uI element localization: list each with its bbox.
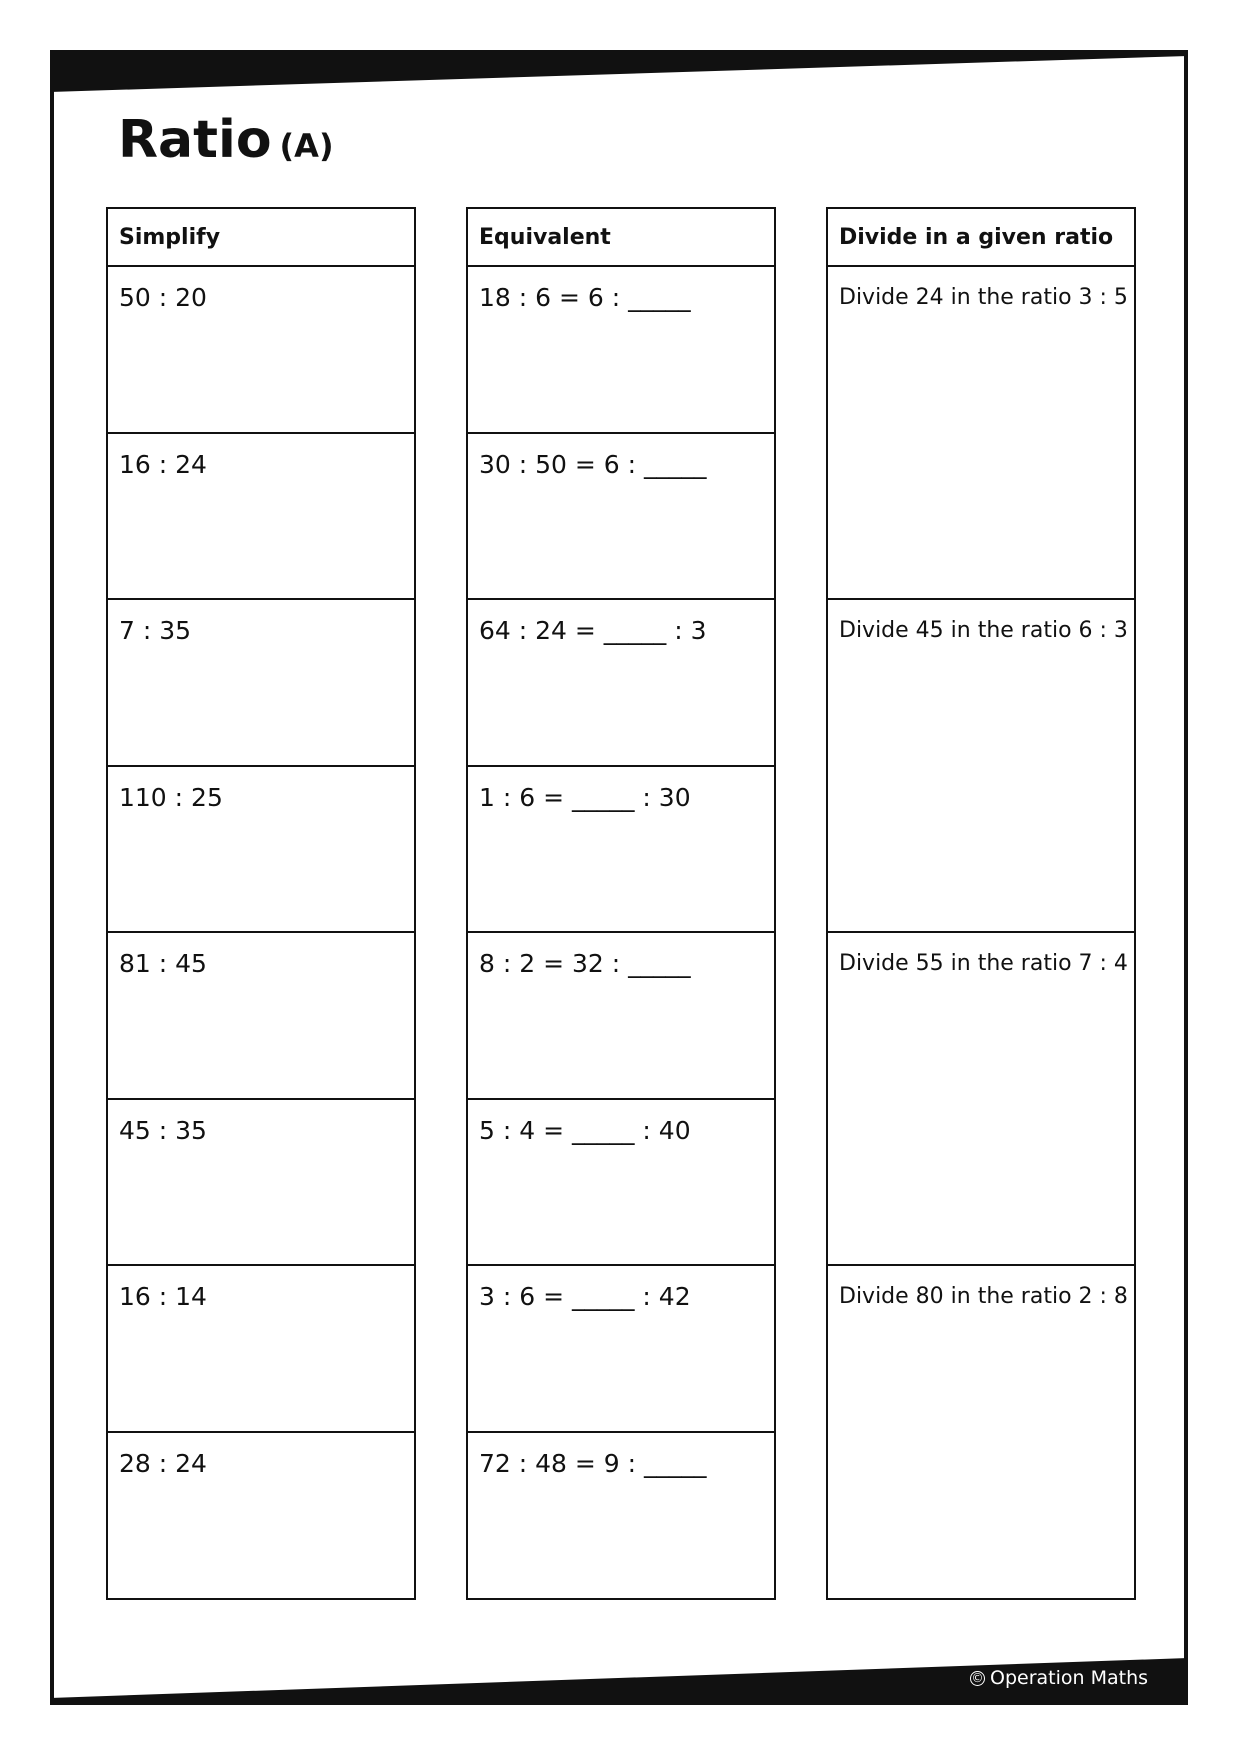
problem-cell[interactable]: 110 : 25 [108, 767, 414, 934]
problem-cell[interactable]: Divide 45 in the ratio 6 : 3 [828, 600, 1134, 933]
problem-cell[interactable]: 18 : 6 = 6 : _____ [468, 267, 774, 434]
problem-cell[interactable]: 81 : 45 [108, 933, 414, 1100]
problem-cell[interactable]: 7 : 35 [108, 600, 414, 767]
equivalent-column [466, 207, 776, 1600]
problem-cell[interactable]: 28 : 24 [119, 1448, 207, 1478]
top-banner-stripe [50, 50, 1188, 95]
problem-cell[interactable]: 16 : 14 [108, 1266, 414, 1433]
problem-cell[interactable]: 1 : 6 = _____ : 30 [468, 767, 774, 934]
problem-cell[interactable]: Divide 24 in the ratio 3 : 5 [828, 267, 1134, 600]
problem-cell[interactable]: 8 : 2 = 32 : _____ [468, 933, 774, 1100]
copyright-footer [970, 1667, 1148, 1689]
problem-cell[interactable]: 45 : 35 [108, 1100, 414, 1267]
problem-cell[interactable]: 3 : 6 = _____ : 42 [468, 1266, 774, 1433]
simplify-column [106, 207, 416, 1600]
problem-cell[interactable]: 64 : 24 = _____ : 3 [468, 600, 774, 767]
column-header-divide: Divide in a given ratio [828, 209, 1134, 267]
title-text: Ratio [118, 110, 272, 170]
problem-cell[interactable]: 30 : 50 = 6 : _____ [468, 434, 774, 601]
problem-cell[interactable]: 50 : 20 [108, 267, 414, 434]
page-title [118, 102, 334, 184]
problem-cell[interactable]: 16 : 24 [108, 434, 414, 601]
title-subtitle: (A) [279, 127, 334, 165]
divide-column [826, 207, 1136, 1600]
problem-cell[interactable]: Divide 80 in the ratio 2 : 8 [839, 1284, 1128, 1309]
column-header-equivalent: Equivalent [468, 209, 774, 267]
column-header-simplify: Simplify [108, 209, 414, 267]
problem-cell[interactable]: Divide 55 in the ratio 7 : 4 [828, 933, 1134, 1266]
footer-text: Operation Maths [990, 1667, 1149, 1689]
copyright-icon: © [971, 1671, 984, 1685]
problem-cell[interactable]: 5 : 4 = _____ : 40 [468, 1100, 774, 1267]
problem-cell[interactable]: 72 : 48 = 9 : _____ [479, 1448, 707, 1478]
